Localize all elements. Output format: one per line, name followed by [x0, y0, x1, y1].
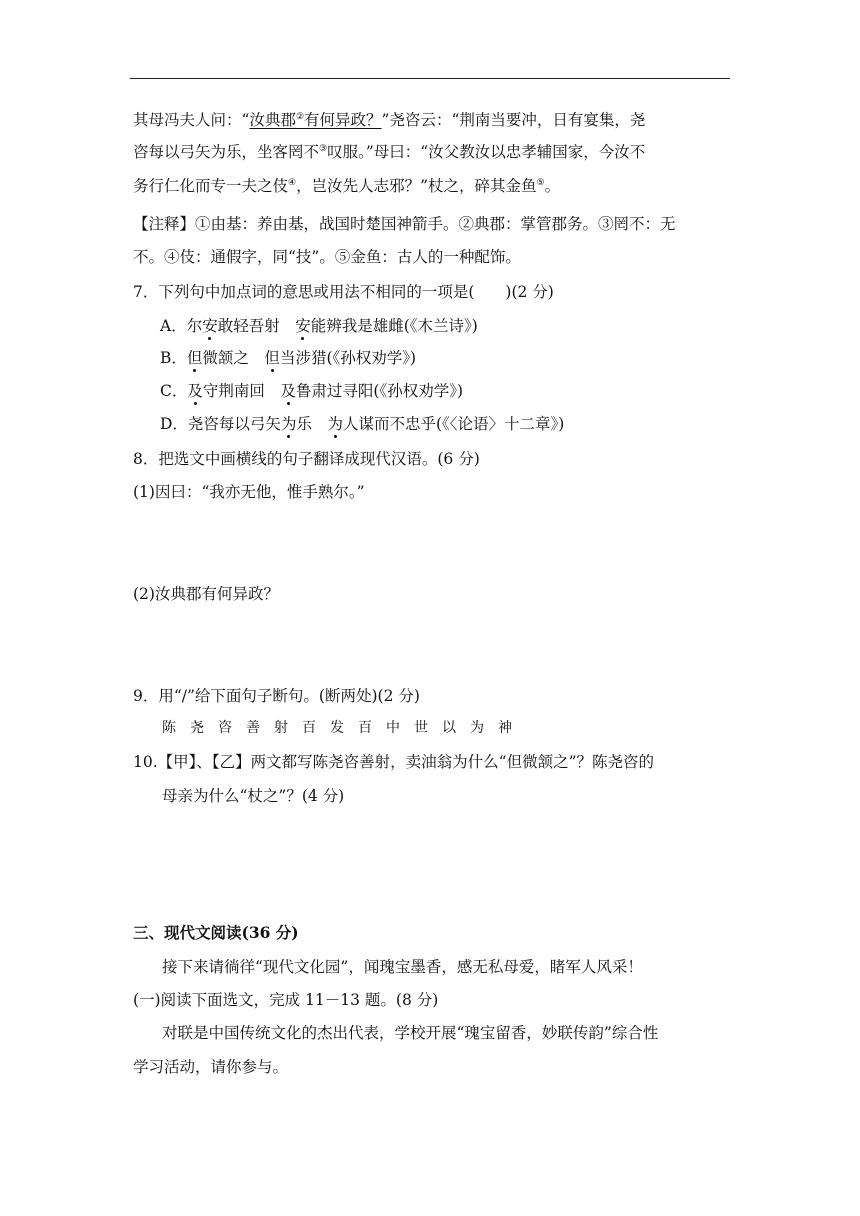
question-10-line-2: 母亲为什么“杖之”？(4 分): [162, 787, 345, 805]
underlined-text: 汝典郡: [249, 111, 296, 129]
dotted-char: 安: [295, 317, 311, 335]
section-3-title: 三、现代文阅读(36 分): [133, 923, 299, 942]
question-8-item-1: (1)因曰：“我亦无他，惟手熟尔。”: [133, 483, 365, 501]
option-text: 微颔之: [202, 349, 265, 367]
option-text: 能辨我是雄雌(《木兰诗》): [310, 317, 478, 335]
dotted-char: 为: [280, 415, 297, 433]
section-3-part-1: (一)阅读下面选文，完成 11－13 题。(8 分): [133, 991, 439, 1009]
dotted-char: 安: [202, 317, 218, 335]
passage-line-2: [133, 142, 645, 162]
question-8-stem: 8．把选文中画横线的句子翻译成现代汉语。(6 分): [133, 450, 480, 468]
underlined-sentence: [249, 111, 381, 129]
option-text: 鲁肃过寻阳(《孙权劝学》): [295, 382, 464, 400]
option-text: 守荆南回: [202, 382, 281, 400]
section-3-paragraph-line-1: 对联是中国传统文化的杰出代表，学校开展“瑰宝留香，妙联传韵”综合性: [162, 1024, 659, 1042]
passage-text: 叹服。”母曰：“汝父教汝以忠孝辅国家，今汝不: [327, 143, 646, 161]
question-7-option-d: [160, 414, 564, 434]
option-text: D．尧咨每以弓矢: [160, 415, 281, 433]
question-8-item-2: (2)汝典郡有何异政？: [133, 585, 279, 603]
passage-line-1: [133, 110, 645, 130]
footnote-mark: ⑤: [536, 178, 545, 188]
underlined-text: 有何异政？: [304, 111, 382, 129]
option-text: A．尔: [160, 317, 203, 335]
passage-line-3: [133, 176, 560, 196]
passage-text: 务行仁化而专一夫之伎: [133, 177, 289, 195]
question-7-option-b: [160, 348, 416, 368]
passage-text: ，岂汝先人志邪？”杖之，碎其金鱼: [296, 177, 537, 195]
question-9-sentence: 陈尧咨善射百发百中世以为神: [162, 720, 526, 736]
notes-line-1: 【注释】①由基：养由基，战国时楚国神箭手。②典郡：掌管郡务。③罔不：无: [133, 215, 676, 233]
option-text: 敢轻吾射: [217, 317, 296, 335]
dotted-char: 但: [186, 349, 203, 367]
option-text: B．: [160, 349, 187, 367]
dotted-char: 但: [264, 349, 280, 367]
dotted-char: 及: [280, 382, 296, 400]
option-text: 乐: [296, 415, 328, 433]
dotted-char: 及: [187, 382, 203, 400]
passage-text: 。: [544, 177, 561, 195]
question-7-stem: 7．下列句中加点词的意思或用法不相同的一项是( )(2 分): [133, 283, 554, 301]
footnote-mark: ③: [319, 144, 328, 154]
section-3-paragraph-line-2: 学习活动，请你参与。: [133, 1058, 289, 1076]
section-3-intro: 接下来请徜徉“现代文化园”，闻瑰宝墨香，感无私母爱，睹军人风采！: [162, 958, 643, 976]
question-7-option-a: [160, 316, 478, 336]
question-10-line-1: 10.【甲】、【乙】两文都写陈尧咨善射，卖油翁为什么“但微颔之”？陈尧咨的: [133, 753, 655, 771]
footnote-mark: ④: [288, 178, 297, 188]
question-7-option-c: [160, 381, 463, 401]
passage-text: ”尧咨云：“荆南当要冲，日有宴集，尧: [381, 111, 646, 129]
notes-line-2: 不。④伎：通假字，同“技”。⑤金鱼：古人的一种配饰。: [133, 248, 521, 266]
passage-text: 其母冯夫人问：“: [133, 111, 250, 129]
option-text: C．: [160, 382, 188, 400]
dotted-char: 为: [327, 415, 343, 433]
question-9-stem: 9．用“/”给下面句子断句。(断两处)(2 分): [133, 687, 420, 705]
option-text: 当涉猎(《孙权劝学》): [279, 349, 417, 367]
passage-text: 咨每以弓矢为乐，坐客罔不: [133, 143, 320, 161]
header-rule: [130, 78, 730, 79]
footnote-mark: ②: [295, 112, 305, 122]
option-text: 人谋而不忠乎(《〈论语〉十二章》): [342, 415, 565, 433]
